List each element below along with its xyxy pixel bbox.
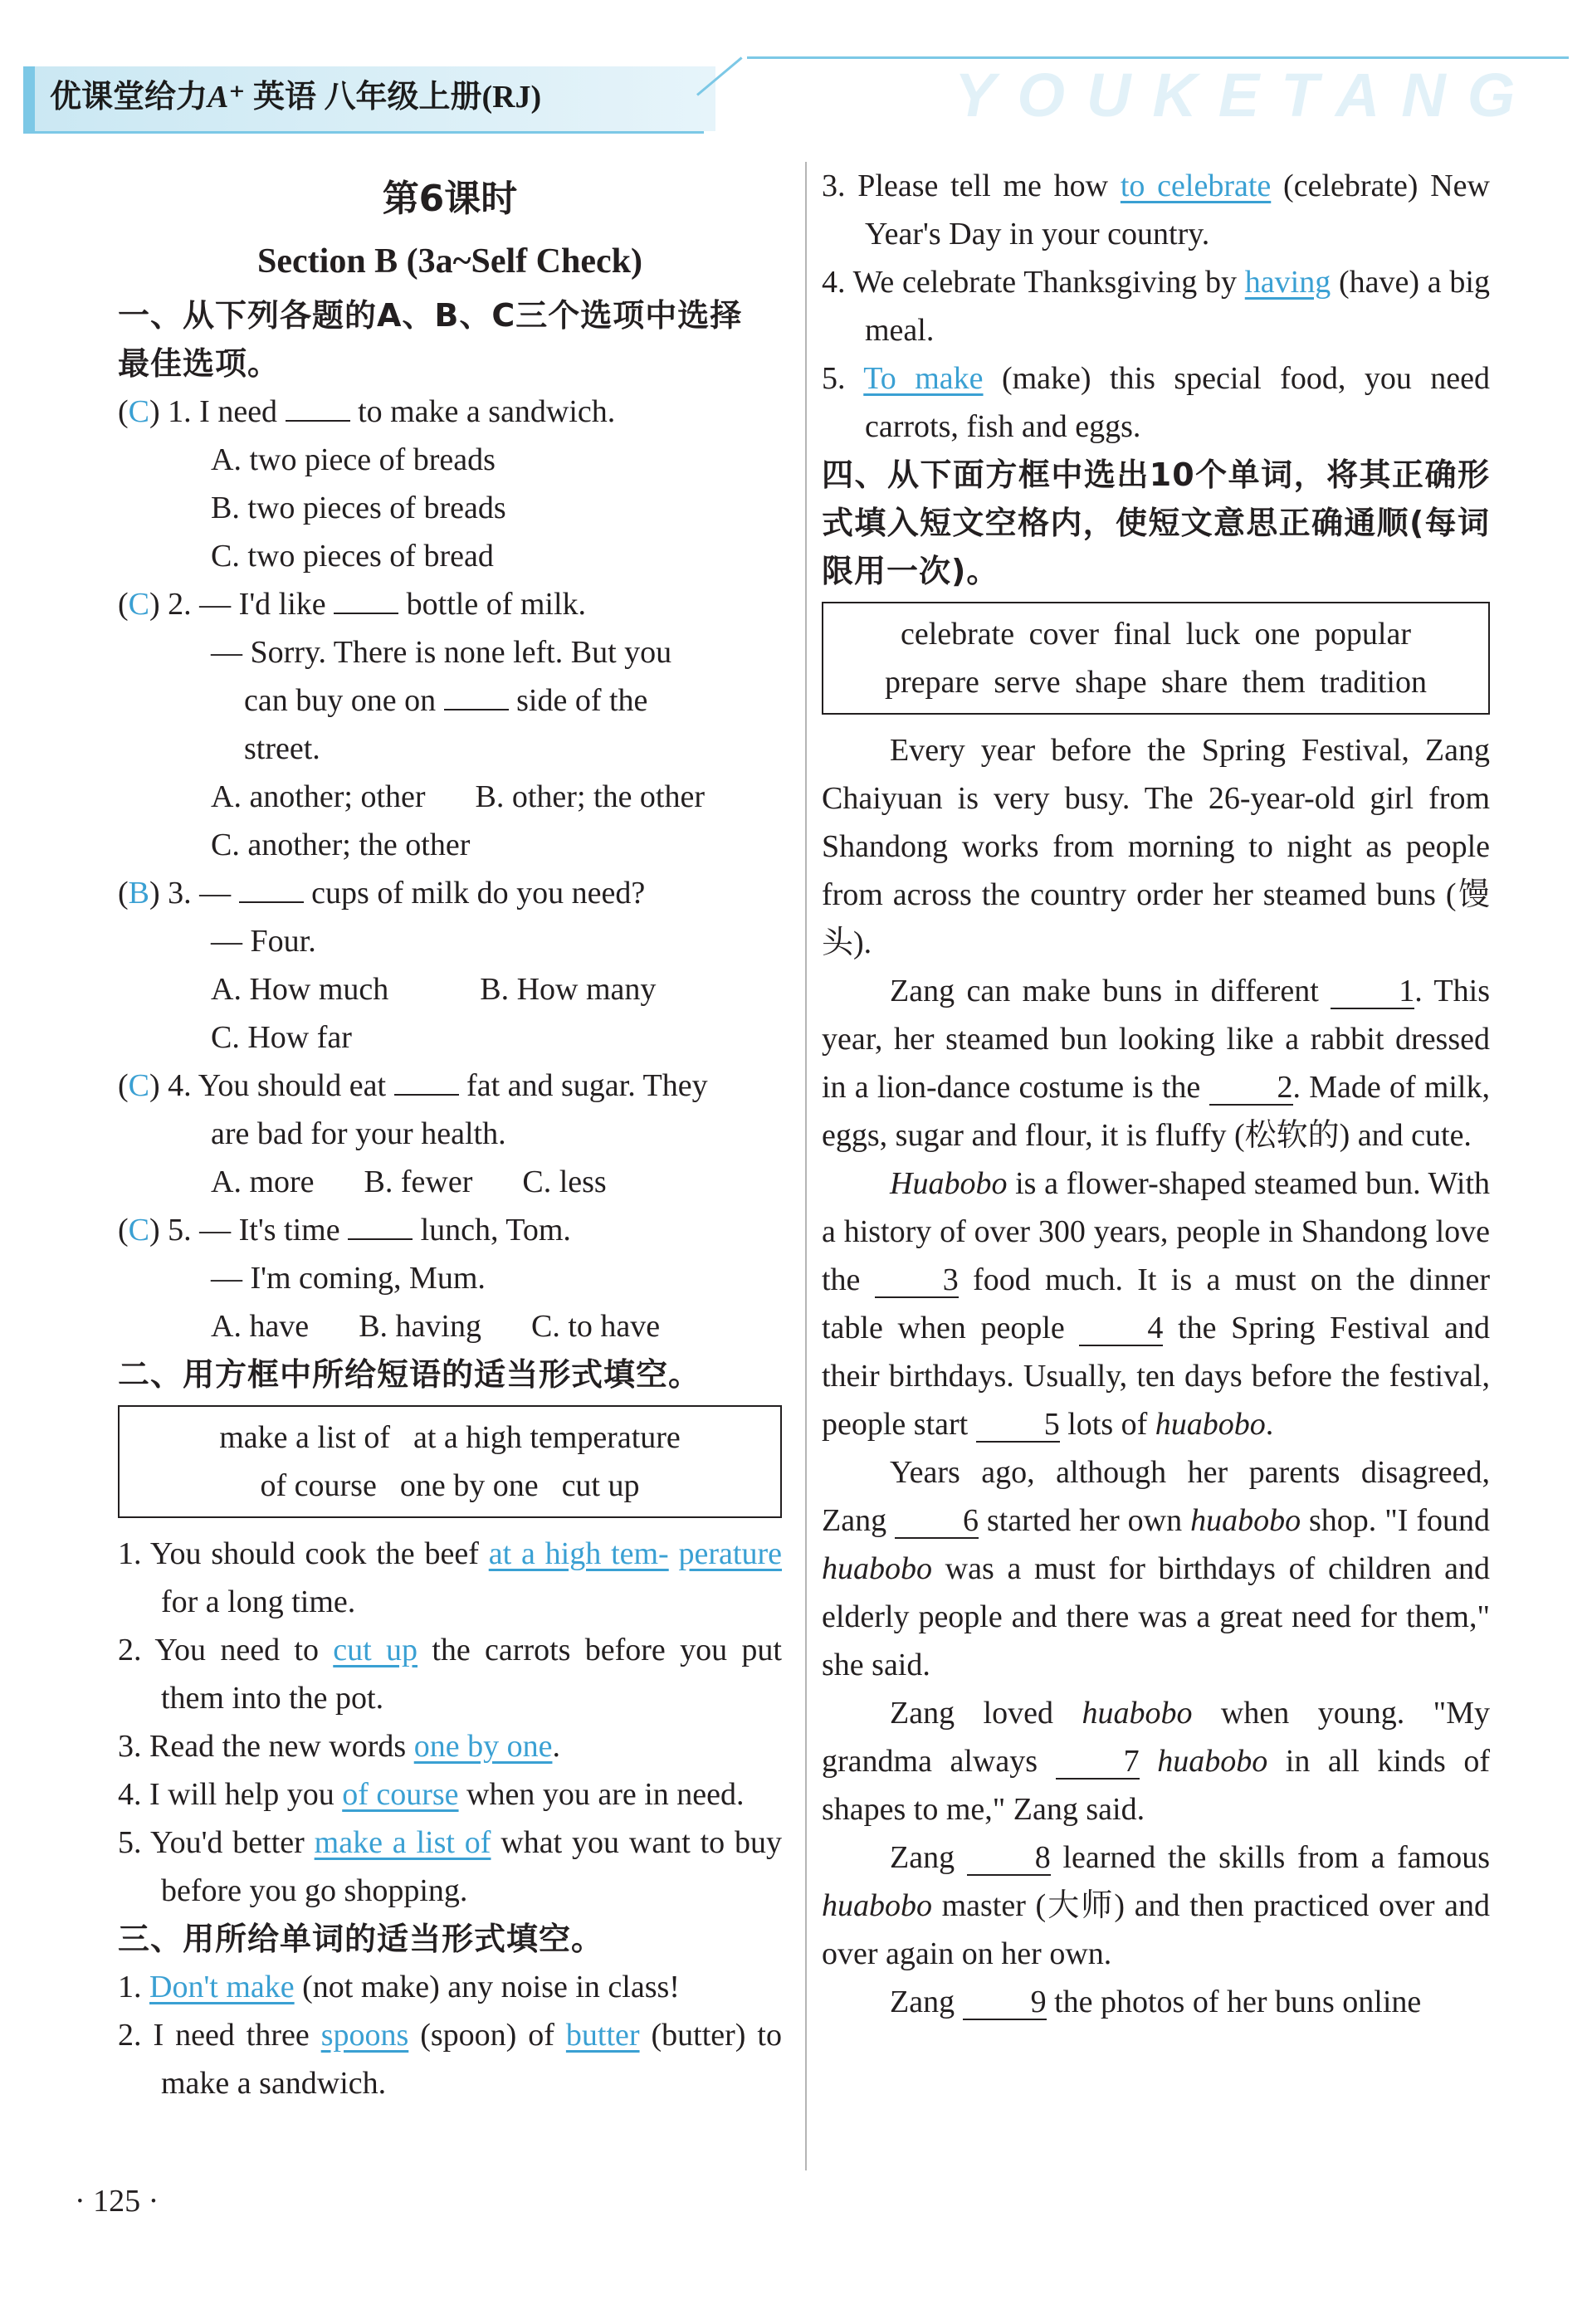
mc-question-4: (C) 4. You should eat fat and sugar. They are bad for your health. A. more B. fewer C. less xyxy=(118,1062,782,1206)
item-text: (butter) to make a sandwich. xyxy=(161,2018,782,2101)
brand-suffix: 给力 xyxy=(144,80,208,115)
filled-answer: having xyxy=(1244,265,1331,300)
fill-item-1 xyxy=(118,1530,782,1626)
part4-heading: 四、从下面方框中选出10个单词，将其正确形式填入短文空格内，使短文意思正确通顺(每词限用一次)。 xyxy=(822,456,1490,589)
left-column xyxy=(118,162,782,2107)
option-a: A. another; other xyxy=(211,779,426,814)
passage-text: food much. It is a must on the dinner table when people xyxy=(822,1262,1490,1345)
part1-heading-line2: 最佳选项。 xyxy=(118,345,281,382)
answer-blank xyxy=(348,1210,413,1240)
passage-text: master (大师) and then practiced over and over again on her own. xyxy=(822,1888,1490,1971)
options xyxy=(118,1302,782,1350)
page-number: · 125 · xyxy=(75,2184,159,2219)
passage-text: lots of xyxy=(1059,1407,1155,1442)
passage-text: Zang loved xyxy=(890,1696,1082,1731)
dialogue-part: can buy one on xyxy=(244,683,437,718)
lesson-title: 第6课时 xyxy=(382,178,518,220)
question-stem: ) 4. You should eat xyxy=(149,1068,394,1103)
brand-aplus: A⁺ xyxy=(208,80,246,115)
dialogue-line: — Sorry. There is none left. But you xyxy=(211,635,672,670)
dialogue-line: — Four. xyxy=(211,924,316,959)
passage-text: Zang xyxy=(890,1840,967,1875)
passage-text: when young. "My grandma always xyxy=(822,1696,1490,1779)
question-stem-end: cups of milk do you need? xyxy=(303,876,646,911)
option-a: A. How much xyxy=(211,972,389,1007)
fill-item-3 xyxy=(118,1722,782,1770)
item-text: when you are in need. xyxy=(458,1777,745,1812)
question-stem: ) 5. — It's time xyxy=(149,1213,349,1247)
passage-text: Zang can make buns in different xyxy=(890,974,1331,1008)
passage-text: . Made of milk, eggs, sugar and flour, it is fluffy (松软的) and cute. xyxy=(822,1070,1490,1153)
option-b: B. other; the other xyxy=(475,779,706,814)
dialogue-line: street. xyxy=(244,731,320,766)
item-text: 1. You should cook the beef xyxy=(118,1536,489,1571)
cloze-blank-1: 1 xyxy=(1331,974,1414,1009)
option-b: B. two pieces of breads xyxy=(211,491,506,525)
item-text: the carrots before you put them into the pot. xyxy=(161,1633,782,1716)
option-c: C. another; the other xyxy=(211,828,471,862)
options-ab xyxy=(118,965,782,1013)
word-box xyxy=(822,602,1490,715)
answer-blank xyxy=(444,681,509,710)
passage-paragraph-5 xyxy=(822,1689,1490,1833)
phrase-box xyxy=(118,1405,782,1518)
fill-item-2 xyxy=(118,1626,782,1722)
cloze-blank-9: 9 xyxy=(963,1985,1047,2020)
right-column xyxy=(822,162,1490,2026)
item-text: (not make) any noise in class! xyxy=(294,1970,680,2004)
question-stem: ) 2. — I'd like xyxy=(149,587,334,622)
italic-word: huabobo xyxy=(822,1888,932,1923)
word-row: prepare serve shape share them tradition xyxy=(884,665,1427,700)
item-text: 5. You'd better xyxy=(118,1825,315,1860)
filled-answer: at a high tem- xyxy=(488,1536,669,1571)
filled-answer: cut up xyxy=(333,1633,418,1667)
italic-word: huabobo xyxy=(1190,1503,1301,1538)
answer-blank xyxy=(334,584,398,614)
item-text: 4. I will help you xyxy=(118,1777,343,1812)
answer-letter: C xyxy=(128,587,150,622)
mc-question-1: (C) 1. I need to make a sandwich. A. two piece of breads B. two pieces of breads C. two pieces of bread xyxy=(118,388,782,580)
passage-paragraph-6 xyxy=(822,1833,1490,1978)
item-text: what you want to buy before you go shopping. xyxy=(161,1825,783,1908)
passage-text: was a must for birthdays of children and elderly people and there was a great need for them," she said. xyxy=(822,1551,1490,1682)
option-c: C. to have xyxy=(530,1309,661,1344)
cloze-blank-8: 8 xyxy=(967,1841,1051,1876)
filled-answer: one by one xyxy=(413,1729,553,1764)
part1-heading-line1: 一、从下列各题的A、B、C三个选项中选择 xyxy=(118,297,743,334)
answer-blank xyxy=(286,392,350,422)
filled-answer: make a list of xyxy=(314,1825,491,1860)
italic-word: huabobo xyxy=(822,1551,932,1586)
answer-blank xyxy=(239,873,304,903)
phrase: of course xyxy=(260,1468,377,1503)
option-b: B. fewer xyxy=(364,1164,473,1199)
phrase-row xyxy=(136,1413,764,1462)
word-row: celebrate cover final luck one popular xyxy=(901,617,1411,652)
options-ab xyxy=(118,773,782,821)
answer-letter: B xyxy=(128,876,150,911)
fill-item-5 xyxy=(118,1819,782,1915)
question-stem-end: to make a sandwich. xyxy=(349,394,616,429)
question-stem-end: fat and sugar. They xyxy=(458,1068,708,1103)
question-stem-end: bottle of milk. xyxy=(398,587,587,622)
filled-answer: spoons xyxy=(320,2018,409,2053)
item-text: (make) this special food, you need carrots, fish and eggs. xyxy=(865,361,1490,444)
phrase: at a high temperature xyxy=(413,1420,681,1455)
passage-text: Years ago, although her parents disagreed, Zang xyxy=(822,1455,1490,1538)
passage-paragraph-4 xyxy=(822,1448,1490,1689)
part3-heading: 三、用所给单词的适当形式填空。 xyxy=(118,1921,604,1957)
option-b: B. How many xyxy=(480,972,657,1007)
option-b: B. having xyxy=(359,1309,481,1344)
passage-text: learned the skills from a famous xyxy=(1050,1840,1491,1875)
cloze-blank-4: 4 xyxy=(1079,1311,1163,1346)
filled-answer: to celebrate xyxy=(1120,168,1272,203)
passage-text: started her own xyxy=(979,1503,1191,1538)
option-a: A. more xyxy=(211,1164,315,1199)
item-text: 3. Please tell me how xyxy=(822,168,1121,203)
dialogue-line xyxy=(118,676,782,725)
option-a: A. two piece of breads xyxy=(211,442,496,477)
item-text: 2. I need three xyxy=(118,2018,321,2053)
passage-text: Zang xyxy=(890,1985,963,2019)
item-text: (spoon) of xyxy=(408,2018,566,2053)
section-title: Section B (3a~Self Check) xyxy=(257,242,642,281)
mc-question-5: (C) 5. — It's time lunch, Tom. — I'm coming, Mum. A. have B. having C. to have xyxy=(118,1206,782,1350)
item-text: 1. xyxy=(118,1970,149,2004)
brand-title xyxy=(50,68,541,126)
option-c: C. two pieces of bread xyxy=(211,539,494,574)
filled-answer: To make xyxy=(863,361,984,396)
item-text: for a long time. xyxy=(161,1584,356,1619)
word-form-item-5 xyxy=(822,354,1490,451)
fill-item-4 xyxy=(118,1770,782,1819)
word-form-item-4 xyxy=(822,258,1490,354)
option-c: C. How far xyxy=(211,1020,352,1055)
passage-text: the Spring Festival and their birthdays. Usually, ten days before the festival, people start xyxy=(822,1311,1491,1442)
header-divider xyxy=(23,131,704,134)
option-c: C. less xyxy=(522,1164,607,1199)
mc-question-3: (B) 3. — cups of milk do you need? — Four. A. How much B. How many C. How far xyxy=(118,869,782,1062)
cloze-blank-5: 5 xyxy=(976,1408,1060,1443)
filled-answer: Don't make xyxy=(149,1970,295,2004)
passage-text: shop. "I found xyxy=(1301,1503,1491,1538)
edition-label: (RJ) xyxy=(481,80,542,115)
passage-text: . xyxy=(1265,1407,1274,1442)
italic-word: huabobo xyxy=(1082,1696,1193,1731)
brand-watermark: YOUKETANG xyxy=(955,61,1537,129)
phrase: make a list of xyxy=(219,1420,390,1455)
item-text: 3. Read the new words xyxy=(118,1729,414,1764)
word-form-item-2 xyxy=(118,2011,782,2107)
cloze-blank-6: 6 xyxy=(895,1504,979,1539)
passage-text: . This year, her steamed bun looking like a rabbit dressed in a lion-dance costume is the xyxy=(822,974,1490,1105)
item-text: . xyxy=(552,1729,560,1764)
cloze-blank-3: 3 xyxy=(875,1263,959,1298)
dialogue-line: — I'm coming, Mum. xyxy=(211,1261,486,1296)
question-stem-end: lunch, Tom. xyxy=(413,1213,571,1247)
cloze-blank-2: 2 xyxy=(1209,1071,1293,1106)
passage-text: in all kinds of shapes to me," Zang said. xyxy=(822,1744,1491,1827)
filled-answer: of course xyxy=(342,1777,459,1812)
word-form-item-3 xyxy=(822,162,1490,258)
passage-text: the photos of her buns online xyxy=(1046,1985,1422,2019)
answer-blank xyxy=(394,1066,459,1096)
phrase: one by one xyxy=(399,1468,539,1503)
passage-paragraph-7 xyxy=(822,1978,1490,2026)
subject-label: 英语 八年级上册 xyxy=(252,80,482,115)
item-text: (have) a big meal. xyxy=(865,265,1490,348)
options xyxy=(118,1158,782,1206)
question-stem: ) 3. — xyxy=(149,876,239,911)
italic-word: huabobo xyxy=(1155,1407,1266,1442)
item-text: 4. We celebrate Thanksgiving by xyxy=(822,265,1245,300)
passage-paragraph-1: Every year before the Spring Festival, Zang Chaiyuan is very busy. The 26-year-old girl from Shandong works from morning to night as people from across the country order her steamed buns (馒头). xyxy=(822,733,1490,960)
filled-answer: butter xyxy=(565,2018,640,2053)
answer-letter: C xyxy=(128,394,150,429)
word-form-item-1 xyxy=(118,1963,782,2011)
header-band xyxy=(747,56,1569,59)
part1-heading xyxy=(118,291,782,388)
item-text: (celebrate) New Year's Day in your country. xyxy=(865,168,1490,251)
phrase: cut up xyxy=(561,1468,640,1503)
option-a: A. have xyxy=(211,1309,310,1344)
passage-paragraph-3 xyxy=(822,1160,1490,1448)
italic-word: huabobo xyxy=(1157,1744,1268,1779)
filled-answer: perature xyxy=(678,1536,782,1571)
answer-letter: C xyxy=(128,1213,150,1247)
part2-heading: 二、用方框中所给短语的适当形式填空。 xyxy=(118,1356,701,1393)
answer-letter: C xyxy=(128,1068,150,1103)
column-divider xyxy=(805,162,807,2170)
passage-text: is a flower-shaped steamed bun. With a history of over 300 years, people in Shandong love the xyxy=(822,1166,1490,1297)
mc-question-2: (C) 2. — I'd like bottle of milk. — Sorry. There is none left. But you can buy one on side of the street. A. another; other B. other; the other C. another; the other xyxy=(118,580,782,869)
italic-word: Huabobo xyxy=(890,1166,1008,1201)
passage-paragraph-2 xyxy=(822,967,1490,1160)
brand-name: 优课堂 xyxy=(50,80,145,115)
page-header xyxy=(0,0,1587,145)
item-text: 2. You need to xyxy=(118,1633,334,1667)
cloze-blank-7: 7 xyxy=(1056,1745,1140,1780)
question-stem: ) 1. I need xyxy=(149,394,286,429)
dialogue-part: side of the xyxy=(508,683,648,718)
phrase-row xyxy=(136,1462,764,1510)
question-line: are bad for your health. xyxy=(211,1116,506,1151)
item-text: 5. xyxy=(822,361,864,396)
